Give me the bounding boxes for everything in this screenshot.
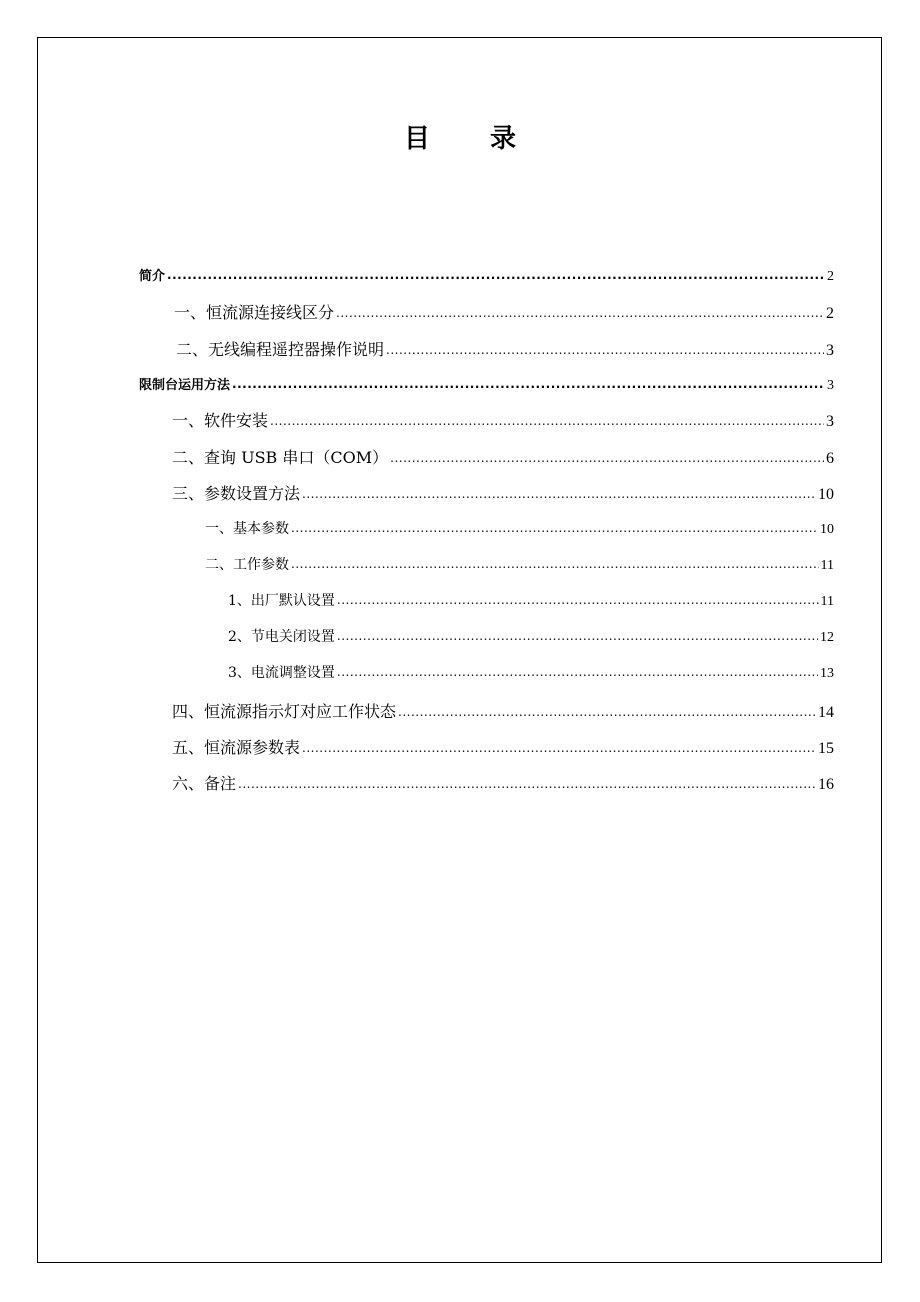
- toc-leader-dots: [291, 555, 819, 569]
- toc-entry-connection-wires[interactable]: [174, 300, 834, 323]
- toc-entry-page: 2: [826, 305, 834, 322]
- toc-leader-dots: [291, 519, 818, 533]
- toc-entry-wireless-remote[interactable]: [176, 337, 834, 360]
- toc-entry-label: 3、电流调整设置: [228, 665, 335, 681]
- toc-entry-page: 16: [818, 776, 834, 793]
- toc-entry-label: 限制台运用方法: [139, 378, 231, 393]
- toc-entry-usb-port[interactable]: [172, 445, 834, 468]
- toc-entry-label: 四、恒流源指示灯对应工作状态: [172, 702, 397, 721]
- toc-entry-parameter-settings[interactable]: [172, 481, 834, 504]
- page-title: [0, 118, 920, 155]
- toc-entry-intro[interactable]: [139, 265, 834, 285]
- toc-entry-page: 3: [827, 378, 834, 393]
- title-char-left: 目: [403, 124, 430, 154]
- toc-entry-label: 二、工作参数: [205, 557, 289, 573]
- toc-entry-label: 一、软件安装: [172, 411, 269, 430]
- toc-entry-label: 三、参数设置方法: [172, 484, 301, 503]
- toc-entry-page: 13: [820, 666, 834, 681]
- toc-leader-dots: [398, 701, 816, 717]
- toc-entry-console-usage[interactable]: [139, 374, 834, 394]
- toc-leader-dots: [238, 773, 816, 789]
- toc-entry-current-adjust[interactable]: [228, 662, 834, 682]
- toc-entry-factory-defaults[interactable]: [228, 590, 834, 610]
- toc-leader-dots: [270, 410, 824, 426]
- toc-entry-page: 3: [826, 342, 834, 359]
- page-border: [37, 37, 882, 1263]
- toc-entry-label: 六、备注: [172, 774, 237, 793]
- toc-entry-working-parameters[interactable]: [205, 554, 834, 574]
- toc-entry-label: 五、恒流源参数表: [172, 738, 301, 757]
- title-char-right: 录: [490, 124, 517, 154]
- toc-leader-dots: [302, 483, 816, 499]
- toc-entry-page: 11: [820, 594, 834, 609]
- toc-entry-page: 12: [820, 630, 834, 645]
- toc-entry-label: 二、无线编程遥控器操作说明: [176, 340, 385, 359]
- toc-entry-indicator-lights[interactable]: [172, 699, 834, 722]
- toc-leader-dots: [337, 627, 818, 641]
- toc-leader-dots: [390, 447, 824, 463]
- toc-entry-software-install[interactable]: [172, 408, 834, 431]
- toc-entry-parameter-table[interactable]: [172, 735, 834, 758]
- toc-entry-remarks[interactable]: [172, 771, 834, 794]
- toc-leader-dots: [386, 339, 824, 355]
- toc-entry-label: 一、恒流源连接线区分: [174, 303, 335, 322]
- toc-leader-dots: [336, 302, 824, 318]
- toc-entry-label: 一、基本参数: [205, 521, 289, 537]
- toc-entry-page: 11: [820, 558, 834, 573]
- toc-leader-dots: [302, 737, 816, 753]
- toc-entry-page: 2: [827, 269, 834, 284]
- toc-entry-page: 10: [820, 522, 834, 537]
- toc-entry-page: 6: [826, 450, 834, 467]
- toc-entry-label: 1、出厂默认设置: [228, 593, 335, 609]
- toc-entry-page: 10: [818, 486, 834, 503]
- toc-entry-label: 简介: [139, 269, 166, 284]
- toc-entry-page: 15: [818, 740, 834, 757]
- toc-leader-dots: [337, 591, 819, 605]
- toc-entry-label: 二、查询 USB 串口（COM）: [172, 448, 389, 467]
- toc-entry-page: 14: [818, 704, 834, 721]
- toc-leader-dots: [337, 663, 818, 677]
- toc-leader-dots: [167, 267, 825, 280]
- toc-entry-label: 2、节电关闭设置: [228, 629, 335, 645]
- toc-entry-power-saving[interactable]: [228, 626, 834, 646]
- toc-leader-dots: [232, 376, 825, 389]
- toc-entry-basic-parameters[interactable]: [205, 518, 834, 538]
- toc-entry-page: 3: [826, 413, 834, 430]
